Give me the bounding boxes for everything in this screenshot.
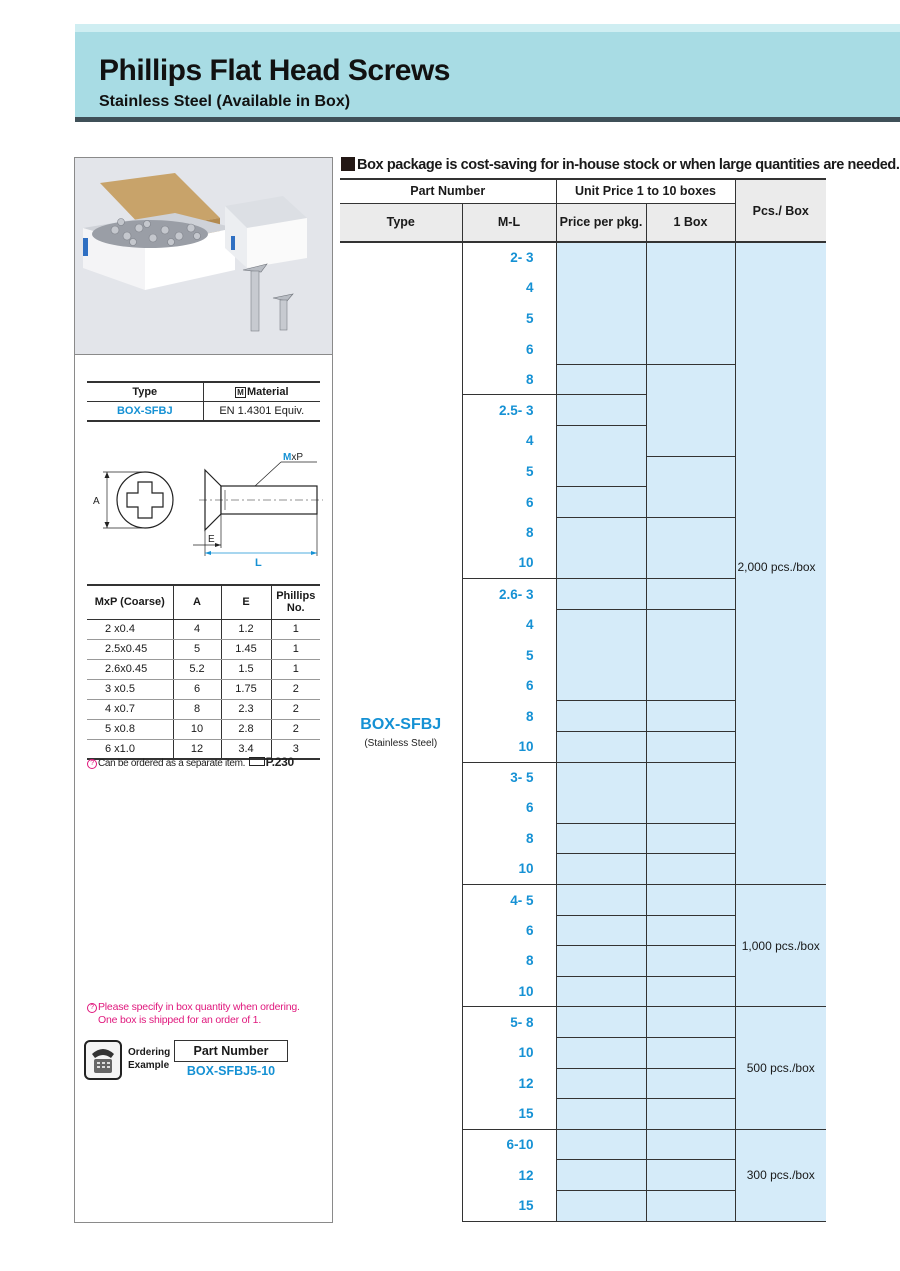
ordering-example-label — [128, 1046, 170, 1072]
dim-cell: 1.2 — [221, 619, 271, 639]
price-per-pkg-cell — [556, 1160, 646, 1191]
ml-cell: 10 — [462, 1037, 556, 1068]
dim-cell: 1.5 — [221, 659, 271, 679]
ml-cell: 15 — [462, 1190, 556, 1221]
ml-cell: 4- 5 — [462, 884, 556, 915]
ml-cell: 10 — [462, 976, 556, 1007]
telephone-icon — [84, 1040, 122, 1080]
box-qty-line2: One box is shipped for an order of 1. — [98, 1014, 262, 1026]
dim-cell: 2.5x0.45 — [87, 639, 173, 659]
price-per-pkg-cell — [556, 364, 646, 395]
price-table-body — [340, 242, 826, 1221]
one-box-price-cell — [646, 946, 735, 977]
screw-dimension-diagram — [85, 448, 325, 568]
one-box-price-cell — [646, 242, 735, 364]
ml-cell: 10 — [462, 548, 556, 579]
price-per-pkg-cell — [556, 1037, 646, 1068]
dim-cell: 2.8 — [221, 719, 271, 739]
price-per-pkg-cell — [556, 242, 646, 364]
material-table-header-material — [203, 382, 320, 401]
material-value: EN 1.4301 Equiv. — [203, 401, 320, 421]
price-per-pkg-cell — [556, 976, 646, 1007]
ml-cell: 6 — [462, 334, 556, 365]
price-per-pkg-cell — [556, 701, 646, 732]
dim-cell: 4 — [173, 619, 221, 639]
price-per-pkg-cell — [556, 1129, 646, 1160]
dim-header-mxp: MxP (Coarse) — [87, 585, 173, 619]
price-per-pkg-cell — [556, 395, 646, 426]
page-ref-link[interactable]: P.230 — [265, 755, 294, 769]
page-subtitle: Stainless Steel (Available in Box) — [99, 93, 351, 110]
one-box-price-cell — [646, 609, 735, 701]
page-ref-icon — [249, 757, 265, 766]
dim-label-mxp: MxP — [283, 452, 304, 463]
type-cell — [340, 242, 462, 1221]
one-box-price-cell — [646, 1160, 735, 1191]
price-table — [340, 178, 826, 1222]
ml-cell: 2- 3 — [462, 242, 556, 273]
one-box-price-cell — [646, 364, 735, 456]
header-banner — [75, 24, 900, 122]
caption-text: Box package is cost-saving for in-house stock or when large quantities are needed. — [357, 157, 900, 173]
ml-cell: 6 — [462, 915, 556, 946]
one-box-price-cell — [646, 823, 735, 854]
dim-cell: 3 — [271, 739, 320, 759]
dim-cell: 2 — [271, 679, 320, 699]
price-per-pkg-cell — [556, 426, 646, 487]
one-box-price-cell — [646, 517, 735, 578]
one-box-price-cell — [646, 762, 735, 823]
header-ml: M-L — [462, 203, 556, 242]
ml-cell: 15 — [462, 1099, 556, 1130]
price-per-pkg-cell — [556, 609, 646, 701]
dimension-table — [87, 584, 320, 760]
ml-cell: 8 — [462, 701, 556, 732]
ml-cell: 5 — [462, 456, 556, 487]
one-box-price-cell — [646, 701, 735, 732]
dim-cell: 2 x0.4 — [87, 619, 173, 639]
ml-cell: 8 — [462, 946, 556, 977]
price-per-pkg-cell — [556, 732, 646, 763]
price-per-pkg-cell — [556, 517, 646, 578]
product-info-panel — [74, 157, 333, 1223]
dim-cell: 6 — [173, 679, 221, 699]
price-per-pkg-cell — [556, 762, 646, 823]
price-per-pkg-cell — [556, 1099, 646, 1130]
one-box-price-cell — [646, 579, 735, 610]
one-box-price-cell — [646, 854, 735, 885]
header-part-number: Part Number — [340, 179, 556, 203]
table-row — [340, 242, 826, 273]
dim-cell: 2 — [271, 719, 320, 739]
dim-cell: 2.3 — [221, 699, 271, 719]
ml-cell: 8 — [462, 517, 556, 548]
ml-cell: 12 — [462, 1068, 556, 1099]
ml-cell: 5 — [462, 640, 556, 671]
box-qty-line1: Please specify in box quantity when ordering. — [98, 1001, 300, 1013]
one-box-price-cell — [646, 915, 735, 946]
screw-box-illustration — [75, 158, 332, 355]
material-table — [87, 381, 320, 422]
table-row — [87, 719, 320, 739]
material-header-label: Material — [246, 385, 289, 398]
dim-cell: 8 — [173, 699, 221, 719]
header-type: Type — [340, 203, 462, 242]
dim-cell: 10 — [173, 719, 221, 739]
type-material: (Stainless Steel) — [364, 737, 438, 749]
ordering-label-line1: Ordering — [128, 1047, 171, 1058]
dim-label-l: L — [255, 557, 262, 568]
tip-icon: ? — [87, 759, 97, 769]
type-name: BOX-SFBJ — [360, 715, 442, 733]
one-box-price-cell — [646, 884, 735, 915]
table-row — [87, 699, 320, 719]
price-per-pkg-cell — [556, 915, 646, 946]
dim-header-e: E — [221, 585, 271, 619]
part-number-example: BOX-SFBJ5-10 — [186, 1064, 276, 1078]
dim-cell: 5.2 — [173, 659, 221, 679]
price-per-pkg-cell — [556, 884, 646, 915]
ml-cell: 6 — [462, 487, 556, 518]
dim-cell: 1 — [271, 619, 320, 639]
ml-cell: 12 — [462, 1160, 556, 1191]
ml-cell: 8 — [462, 823, 556, 854]
ml-cell: 8 — [462, 364, 556, 395]
dim-label-e: E — [208, 534, 215, 545]
dim-cell: 5 — [173, 639, 221, 659]
material-type-value: BOX-SFBJ — [87, 401, 203, 421]
ml-cell: 2.5- 3 — [462, 395, 556, 426]
ml-cell: 10 — [462, 854, 556, 885]
dim-cell: 1 — [271, 659, 320, 679]
dim-cell: 12 — [173, 739, 221, 759]
ordering-example — [84, 1038, 314, 1088]
header-pcs-box: Pcs./ Box — [735, 179, 826, 242]
table-row — [87, 659, 320, 679]
price-per-pkg-cell — [556, 946, 646, 977]
header-unit-price: Unit Price 1 to 10 boxes — [556, 179, 735, 203]
separate-item-note — [87, 755, 294, 769]
table-row — [87, 619, 320, 639]
price-per-pkg-cell — [556, 1007, 646, 1038]
material-badge-icon: M — [235, 387, 246, 398]
dim-cell: 5 x0.8 — [87, 719, 173, 739]
price-per-pkg-cell — [556, 487, 646, 518]
one-box-price-cell — [646, 976, 735, 1007]
ml-cell: 4 — [462, 426, 556, 457]
header-strip — [75, 24, 900, 32]
one-box-price-cell — [646, 1007, 735, 1038]
ml-cell: 6-10 — [462, 1129, 556, 1160]
price-per-pkg-cell — [556, 854, 646, 885]
dim-cell: 3.4 — [221, 739, 271, 759]
separate-item-text: Can be ordered as a separate item. — [98, 758, 246, 769]
dim-cell: 3 x0.5 — [87, 679, 173, 699]
ml-cell: 3- 5 — [462, 762, 556, 793]
price-per-pkg-cell — [556, 1190, 646, 1221]
header-price-per-pkg: Price per pkg. — [556, 203, 646, 242]
material-table-header-type: Type — [87, 382, 203, 401]
ml-cell: 5 — [462, 303, 556, 334]
square-bullet-icon — [341, 157, 355, 171]
one-box-price-cell — [646, 1190, 735, 1221]
one-box-price-cell — [646, 1129, 735, 1160]
ml-cell: 6 — [462, 670, 556, 701]
ml-cell: 5- 8 — [462, 1007, 556, 1038]
price-per-pkg-cell — [556, 1068, 646, 1099]
ml-cell: 4 — [462, 273, 556, 304]
pcs-per-box-cell: 300 pcs./box — [735, 1129, 826, 1221]
one-box-price-cell — [646, 456, 735, 517]
one-box-price-cell — [646, 732, 735, 763]
pcs-per-box-cell: 500 pcs./box — [735, 1007, 826, 1129]
dim-label-a: A — [93, 496, 100, 507]
tip-icon: ? — [87, 1003, 97, 1013]
dim-cell: 1 — [271, 639, 320, 659]
dim-cell: 1.75 — [221, 679, 271, 699]
dim-cell: 6 x1.0 — [87, 739, 173, 759]
part-number-label: Part Number — [174, 1040, 288, 1062]
dim-cell: 1.45 — [221, 639, 271, 659]
dim-header-a: A — [173, 585, 221, 619]
ml-cell: 4 — [462, 609, 556, 640]
page-title: Phillips Flat Head Screws — [99, 54, 450, 87]
ml-cell: 6 — [462, 793, 556, 824]
dim-header-phillips: Phillips No. — [271, 585, 320, 619]
box-quantity-note — [87, 1001, 300, 1027]
one-box-price-cell — [646, 1099, 735, 1130]
price-per-pkg-cell — [556, 823, 646, 854]
price-table-caption — [341, 157, 900, 173]
one-box-price-cell — [646, 1068, 735, 1099]
product-photo — [75, 158, 332, 355]
table-row — [87, 639, 320, 659]
price-per-pkg-cell — [556, 579, 646, 610]
dim-cell: 4 x0.7 — [87, 699, 173, 719]
ml-cell: 10 — [462, 732, 556, 763]
ordering-label-line2: Example — [128, 1060, 170, 1071]
dim-cell: 2 — [271, 699, 320, 719]
pcs-per-box-cell: 2,000 pcs./box — [735, 242, 826, 884]
table-row — [87, 679, 320, 699]
ml-cell: 2.6- 3 — [462, 579, 556, 610]
pcs-per-box-cell: 1,000 pcs./box — [735, 884, 826, 1006]
dim-cell: 2.6x0.45 — [87, 659, 173, 679]
one-box-price-cell — [646, 1037, 735, 1068]
header-one-box: 1 Box — [646, 203, 735, 242]
